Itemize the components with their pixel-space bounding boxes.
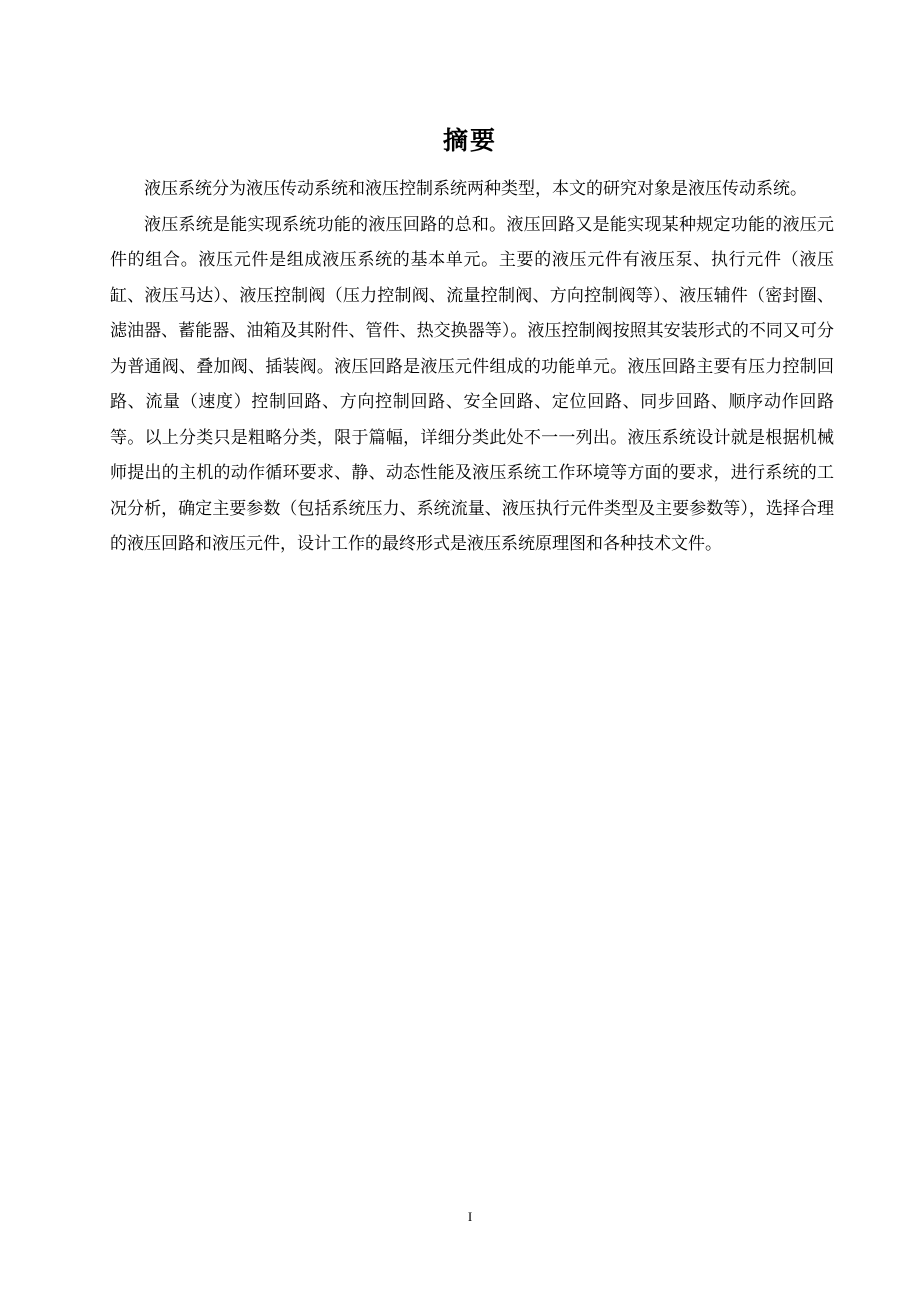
page-number: I: [467, 1209, 473, 1224]
paragraph-2: 液压系统是能实现系统功能的液压回路的总和。液压回路又是能实现某种规定功能的液压元件的组合。液压元件是组成液压系统的基本单元。主要的液压元件有液压泵、执行元件（液压缸、液压马达）、液压控制阀（压力控制阀、流量控制阀、方向控制阀等）、液压辅件（密封圈、滤油器、蓄能器、油箱及其附件、管件、热交换器等）。液压控制阀按照其安装形式的不同又可分为普通阀、叠加阀、插装阀。液压回路是液压元件组成的功能单元。液压回路主要有压力控制回路、流量（速度）控制回路、方向控制回路、安全回路、定位回路、同步回路、顺序动作回路等。以上分类只是粗略分类，限于篇幅，详细分类此处不一一列出。液压系统设计就是根据机械师提出的主机的动作循环要求、静、动态性能及液压系统工作环境等方面的要求，进行系统的工况分析，确定主要参数（包括系统压力、系统流量、液压执行元件类型及主要参数等），选择合理的液压回路和液压元件，设计工作的最终形式是液压系统原理图和各种技术文件。: [110, 214, 834, 554]
abstract-body: [110, 172, 834, 563]
paragraph-1: 液压系统分为液压传动系统和液压控制系统两种类型，本文的研究对象是液压传动系统。: [144, 179, 807, 199]
page-title: 摘要: [442, 126, 497, 155]
